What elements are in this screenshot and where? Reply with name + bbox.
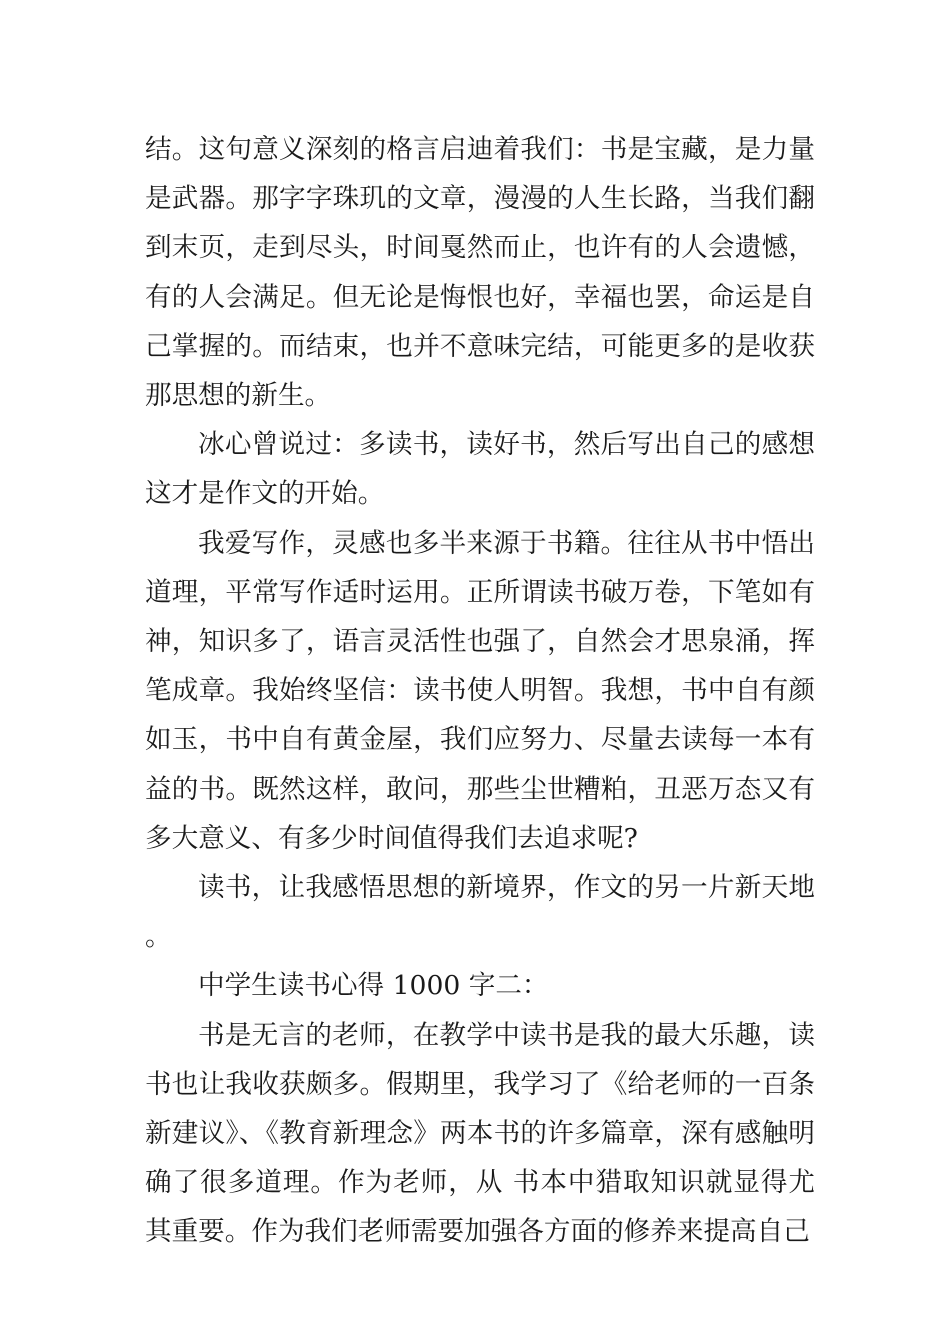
document-body (145, 125, 815, 1257)
paragraph-continuation: 结。这句意义深刻的格言启迪着我们：书是宝藏，是力量是武器。那字字珠玑的文章，漫漫的人生长路，当我们翻到末页，走到尽头，时间戛然而止，也许有的人会遗憾，有的人会满足。但无论是悔恨也好，幸福也罢，命运是自己掌握的。而结束，也并不意味完结，可能更多的是收获那思想的新生。 (145, 134, 815, 412)
paragraph-bingxin-quote: 冰心曾说过：多读书，读好书，然后写出自己的感想这才是作文的开始。 (145, 429, 815, 510)
paragraph-writing-inspiration: 我爱写作，灵感也多半来源于书籍。往往从书中悟出道理，平常写作适时运用。正所谓读书破万卷，下笔如有神，知识多了，语言灵活性也强了，自然会才思泉涌，挥笔成章。我始终坚信：读书使人明智。我想，书中自有颜如玉，书中自有黄金屋，我们应努力、尽量去读每一本有益的书。既然这样，敢问，那些尘世糟粕，丑恶万态又有多大意义、有多少时间值得我们去追求呢? (145, 527, 815, 854)
section-heading: 中学生读书心得 1000 字二： (198, 970, 549, 1002)
paragraph-book-as-teacher: 书是无言的老师，在教学中读书是我的最大乐趣，读书也让我收获颇多。假期里，我学习了《给老师的一百条新建议》、《教育新理念》两本书的许多篇章，深有感触明确了很多道理。作为老师，从 书本中猎取知识就显得尤其重要。作为我们老师需要加强各方面的修养来提高自己 (145, 1019, 815, 1248)
paragraph-reading-new-realm: 读书，让我感悟思想的新境界，作文的另一片新天地。 (145, 872, 815, 953)
